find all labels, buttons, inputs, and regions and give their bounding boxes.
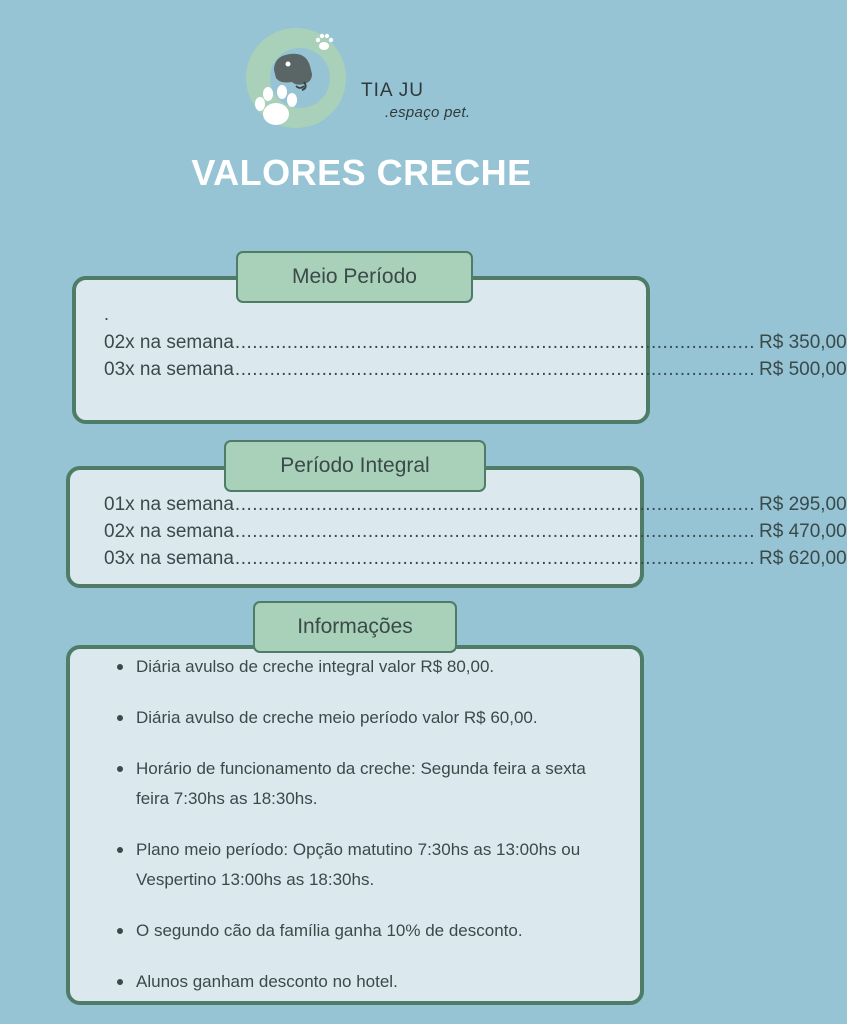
row-leader: .......................................................................................... xyxy=(234,521,756,542)
row-leader: .......................................................................................... xyxy=(234,359,756,380)
row-price: R$ 500,00 xyxy=(759,359,847,380)
meio-periodo-marker: . xyxy=(104,304,110,324)
row-label: 03x na semana xyxy=(104,359,234,380)
brand-tagline: .espaço pet. xyxy=(385,104,471,121)
periodo-integral-heading: Período Integral xyxy=(224,440,486,492)
price-row xyxy=(104,494,847,516)
price-row xyxy=(104,359,847,381)
row-price: R$ 350,00 xyxy=(759,332,847,353)
logo-dog-paw-icon xyxy=(240,22,352,134)
row-leader: .......................................................................................... xyxy=(234,332,756,353)
list-item: Diária avulso de creche meio período valor R$ 60,00. xyxy=(113,703,613,733)
list-item: Diária avulso de creche integral valor R$ 80,00. xyxy=(113,652,613,682)
brand-name: TIA JU xyxy=(361,80,425,101)
page-title: VALORES CRECHE xyxy=(191,152,532,193)
row-leader: .......................................................................................... xyxy=(234,494,756,515)
price-row xyxy=(104,332,847,354)
row-label: 03x na semana xyxy=(104,548,234,569)
list-item: O segundo cão da família ganha 10% de desconto. xyxy=(113,916,613,946)
row-price: R$ 470,00 xyxy=(759,521,847,542)
price-row xyxy=(104,548,847,570)
meio-periodo-heading: Meio Período xyxy=(236,251,473,303)
row-label: 02x na semana xyxy=(104,332,234,353)
row-label: 02x na semana xyxy=(104,521,234,542)
list-item: Plano meio período: Opção matutino 7:30hs as 13:00hs ou Vespertino 13:00hs as 18:30hs. xyxy=(113,835,613,895)
list-item: Horário de funcionamento da creche: Segunda feira a sexta feira 7:30hs as 18:30hs. xyxy=(113,754,613,814)
row-price: R$ 620,00 xyxy=(759,548,847,569)
price-row xyxy=(104,521,847,543)
info-list xyxy=(113,652,613,1018)
row-label: 01x na semana xyxy=(104,494,234,515)
list-item: Alunos ganham desconto no hotel. xyxy=(113,967,613,997)
row-leader: .......................................................................................... xyxy=(234,548,756,569)
row-price: R$ 295,00 xyxy=(759,494,847,515)
informacoes-heading: Informações xyxy=(253,601,457,653)
